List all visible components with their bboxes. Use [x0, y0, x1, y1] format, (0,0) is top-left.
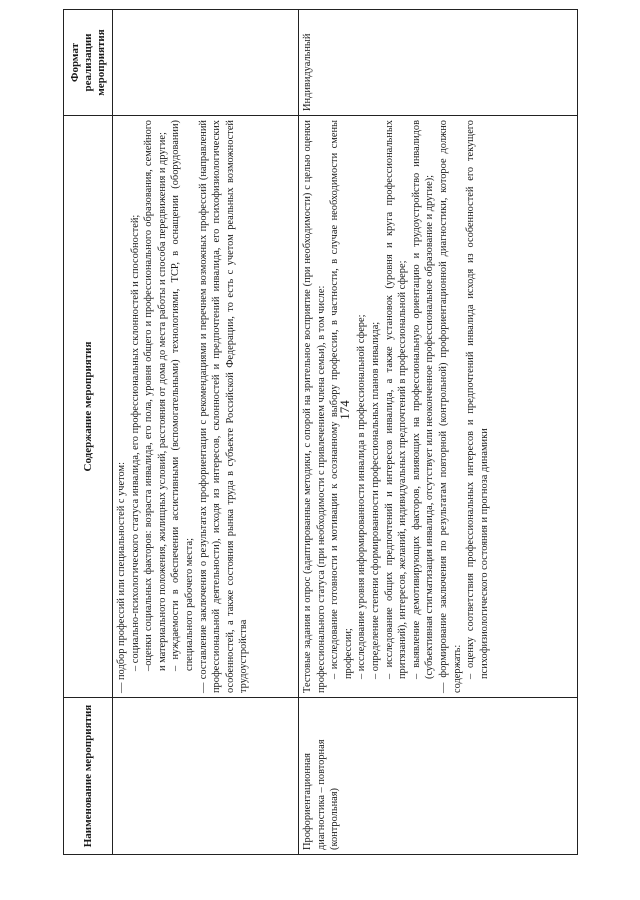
table-row	[299, 10, 578, 855]
row1-content	[113, 116, 299, 698]
row1-line: — подбор профессий или специальностей с учетом:	[116, 462, 127, 693]
row2-line: – исследование общих предпочтений и интересов инвалида, а также установок (уровня и круга профессиональных притязаний), интересов, желаний, индивидуальных предпочтений в профессиональной сфере;	[383, 120, 409, 679]
row2-line: — формирование заключения по результатам повторной (контрольной) профориентационной диагностики, которое должно содержать:	[437, 120, 463, 693]
table-row	[113, 10, 299, 855]
rotated-table-container	[63, 29, 578, 855]
row2-name: Профориентационная диагностика – повторная (контрольная)	[299, 698, 578, 855]
row1-line: — составление заключения о результатах профориентации с рекомендациями и перечнем возможных профессий (направлений профессиональной деятельности), исходя из интересов, склонностей и предпочтений инвалида, его психофизиологических особенностей, а также состояния рынка труда в субъекте Российской Федерации, то есть с учетом реальных возможностей трудоустройства	[197, 120, 250, 693]
header-content: Содержание мероприятия	[64, 116, 113, 698]
row2-line: – исследование уровня информированности инвалида в профессиональной сфере;	[356, 314, 368, 679]
row2-line: – выявление демотивирующих факторов, влияющих на профессиональную ориентацию и трудоустройство инвалидов (субъективная стигматизация инвалида, отсутствует или неоконченное профессиональное образование и другие);	[410, 120, 436, 679]
header-name: Наименование мероприятия	[64, 698, 113, 855]
row2-content	[299, 116, 578, 698]
row2-line: – оценку соответствия профессиональных интересов и предпочтений инвалида исходя из особенностей его текущего психофизиологического состояния и прогноза динамики	[465, 120, 490, 679]
row2-format: Индивидуальный	[299, 10, 578, 116]
row1-format	[113, 10, 299, 116]
page-number: 174	[337, 400, 352, 420]
row1-line: – нуждаемости в обеспечении ассистивными (вспомогательными) технологиями, ТСР, в оснащении (оборудовании) специального рабочего места;	[170, 120, 195, 671]
row1-name	[113, 698, 299, 855]
header-format: Формат реализации мероприятия	[64, 10, 113, 116]
row2-intro: Тестовые задания и опрос (адаптированные методики, с опорой на зрительное восприятие (при необходимости) с целью оценки профессионального статуса (при необходимости с привлечением члена семьи), в том числе:	[302, 120, 327, 693]
row1-line: – социально-психологического статуса инвалида, его профессиональных склонностей и способностей;	[129, 214, 141, 671]
row1-line: –оценки социальных факторов: возраста инвалида, его пола, уровня общего и профессионального образования, семейного и материального положения, жилищных условий, расстояния от дома до места работы и способа передвижения и другие;	[143, 120, 168, 671]
activities-table	[63, 9, 578, 855]
row2-line: – определение степени сформированности профессиональных планов инвалида;	[369, 321, 381, 679]
row2-line: – исследование готовности и мотивации к осознанному выбору профессии, в частности, в случае необходимости смены профессии;	[329, 120, 354, 679]
table-header-row	[64, 10, 113, 855]
